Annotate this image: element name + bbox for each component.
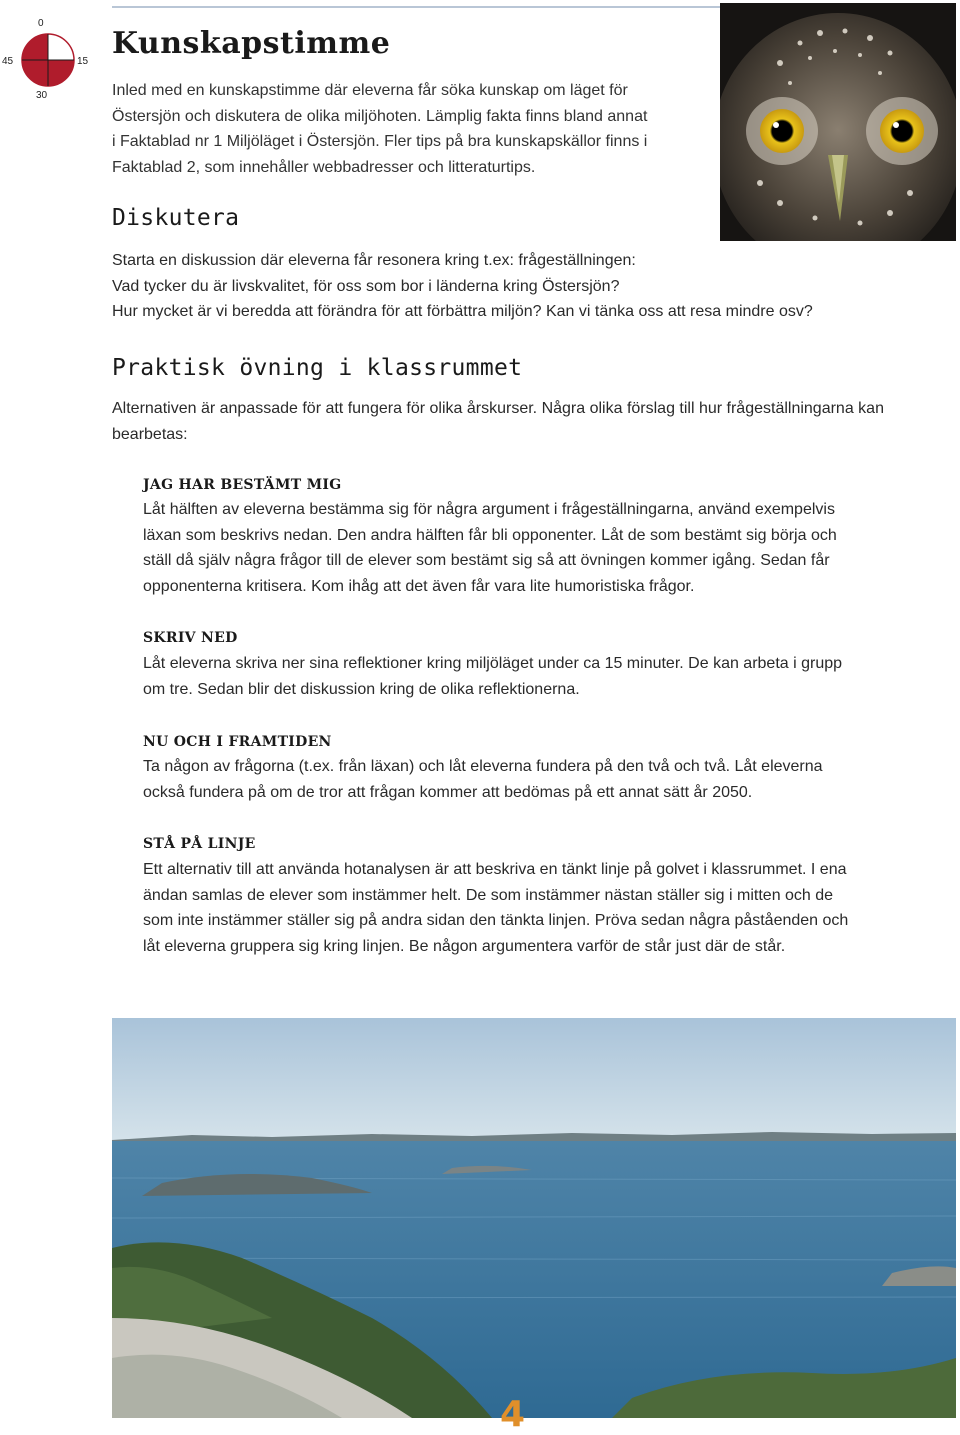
exercise-paragraph [143, 857, 848, 959]
page-title: Kunskapstimme [112, 26, 391, 61]
exercise-line: låt eleverna gruppera sig kring linjen. Be någon argumentera varför de står just där de står. [143, 937, 786, 955]
exercise-heading: STÅ PÅ LINJE [143, 836, 256, 852]
intro-paragraph [112, 78, 712, 180]
praktisk-heading: Praktisk övning i klassrummet [112, 355, 523, 381]
exercise-paragraph [143, 754, 823, 805]
exercise-paragraph [143, 651, 842, 702]
exercise-line: Ta någon av frågorna (t.ex. från läxan) och låt eleverna fundera på den två och två. Låt eleverna [143, 758, 823, 775]
intro-line: Inled med en kunskapstimme där eleverna får söka kunskap om läget för [112, 82, 628, 99]
intro-line: Östersjön och diskutera de olika miljöhoten. Lämplig fakta finns bland annat [112, 107, 648, 125]
intro-line: Faktablad 2, som innehåller webbadresser och litteraturtips. [112, 158, 536, 176]
clock-face-icon [20, 32, 76, 88]
archipelago-photo [112, 1018, 956, 1418]
intro-line: i Faktablad nr 1 Miljöläget i Östersjön. Fler tips på bra kunskapskällor finns i [112, 133, 648, 150]
diskutera-line: Starta en diskussion där eleverna får resonera kring t.ex: frågeställningen: [112, 252, 636, 269]
exercise-line: Låt eleverna skriva ner sina reflektioner kring miljöläget under ca 15 minuter. De kan arbeta i grupp [143, 655, 843, 672]
exercise-heading: JAG HAR BESTÄMT MIG [143, 477, 342, 493]
clock-label-left: 45 [2, 56, 14, 67]
exercise-line: om tre. Sedan blir det diskussion kring de olika reflektionerna. [143, 680, 580, 698]
owl-photo [720, 3, 956, 241]
clock-label-top: 0 [38, 18, 44, 29]
exercise-heading: SKRIV NED [143, 630, 238, 646]
exercise-paragraph [143, 497, 837, 599]
diskutera-heading: Diskutera [112, 205, 240, 231]
exercise-line: också fundera på om de tror att frågan kommer att bedömas på ett annat sätt år 2050. [143, 783, 753, 801]
exercise-line: ändan samlas de elever som instämmer helt. De som instämmer nästan ställer sig i mitten och de [143, 886, 834, 904]
exercise-line: som inte instämmer ställer sig på andra sidan den tänkta linjen. Pröva sedan några påståenden och [143, 912, 849, 929]
page-number: 4 [500, 1394, 526, 1435]
diskutera-line: Vad tycker du är livskvalitet, för oss som bor i länderna kring Östersjön? [112, 277, 620, 295]
exercise-line: Ett alternativ till att använda hotanalysen är att beskriva en tänkt linje på golvet i klassrummet. I ena [143, 861, 847, 878]
exercise-heading: NU OCH I FRAMTIDEN [143, 734, 332, 750]
praktisk-line: Alternativen är anpassade för att fungera för olika årskurser. Några olika förslag till hur frågeställningarna kan [112, 400, 884, 417]
exercise-line: opponenterna kritisera. Kom ihåg att det även får vara lite humoristiska frågor. [143, 577, 695, 595]
diskutera-line: Hur mycket är vi beredda att förändra för att förbättra miljön? Kan vi tänka oss att resa mindre osv? [112, 303, 813, 320]
time-clock-indicator [0, 14, 96, 106]
exercise-line: ställ då själv några frågor till de elever som bestämt sig så att övningen kommer igång. Sedan får [143, 552, 830, 569]
clock-label-right: 15 [77, 56, 89, 67]
top-divider [112, 6, 720, 8]
praktisk-paragraph [112, 396, 884, 447]
exercise-line: Låt hälften av eleverna bestämma sig för några argument i frågeställningarna, använd exempelvis [143, 501, 835, 518]
praktisk-line: bearbetas: [112, 425, 188, 443]
clock-label-bottom: 30 [36, 90, 48, 101]
exercise-line: läxan som beskrivs nedan. Den andra hälften får bli opponenter. Låt de som bestämt sig börja och [143, 526, 837, 544]
diskutera-paragraph [112, 248, 813, 325]
